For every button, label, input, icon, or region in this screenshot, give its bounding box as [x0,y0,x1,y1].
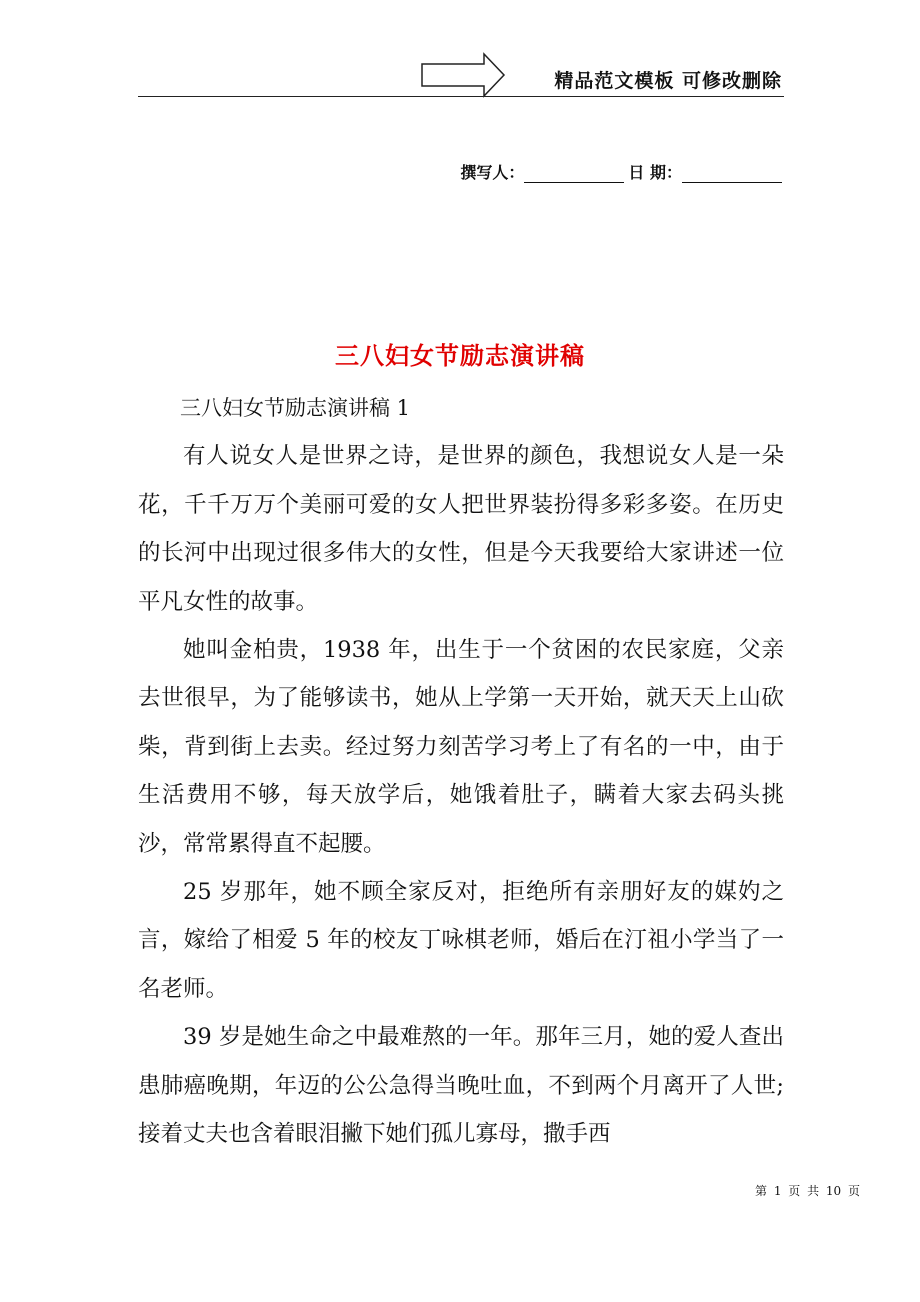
page-number: 第 1 页 共 10 页 [755,1184,860,1198]
document-title: 三八妇女节励志演讲稿 [335,342,585,370]
header-divider [138,96,784,97]
paragraph: 39 岁是她生命之中最难熬的一年。那年三月，她的爱人查出患肺癌晚期，年迈的公公急得当晚吐血，不到两个月离开了人世;接着丈夫也含着眼泪撇下她们孤儿寡母，撒手西 [138,1024,784,1148]
section-subheading: 三八妇女节励志演讲稿 1 [180,396,411,420]
author-label: 撰写人： [460,163,525,182]
author-date-line [460,160,782,183]
document-body [138,384,784,1159]
arrow-right-icon [420,52,506,98]
paragraph: 她叫金柏贵，1938 年，出生于一个贫困的农民家庭，父亲去世很早，为了能够读书，她从上学第一天开始，就天天上山砍柴，背到街上去卖。经过努力刻苦学习考上了有名的一中，由于生活费用不够，每天放学后，她饿着肚子，瞒着大家去码头挑沙，常常累得直不起腰。 [138,637,784,857]
date-label: 日 期： [628,163,682,182]
paragraph: 有人说女人是世界之诗，是世界的颜色，我想说女人是一朵花，千千万万个美丽可爱的女人把世界装扮得多彩多姿。在历史的长河中出现过很多伟大的女性，但是今天我要给大家讲述一位平凡女性的故事。 [138,443,784,615]
date-blank-field[interactable] [682,162,782,183]
header-banner-text: 精品范文模板 可修改删除 [554,70,782,92]
paragraph: 25 岁那年，她不顾全家反对，拒绝所有亲朋好友的媒妁之言，嫁给了相爱 5 年的校友丁咏棋老师，婚后在汀祖小学当了一名老师。 [138,879,784,1002]
author-blank-field[interactable] [524,162,624,183]
